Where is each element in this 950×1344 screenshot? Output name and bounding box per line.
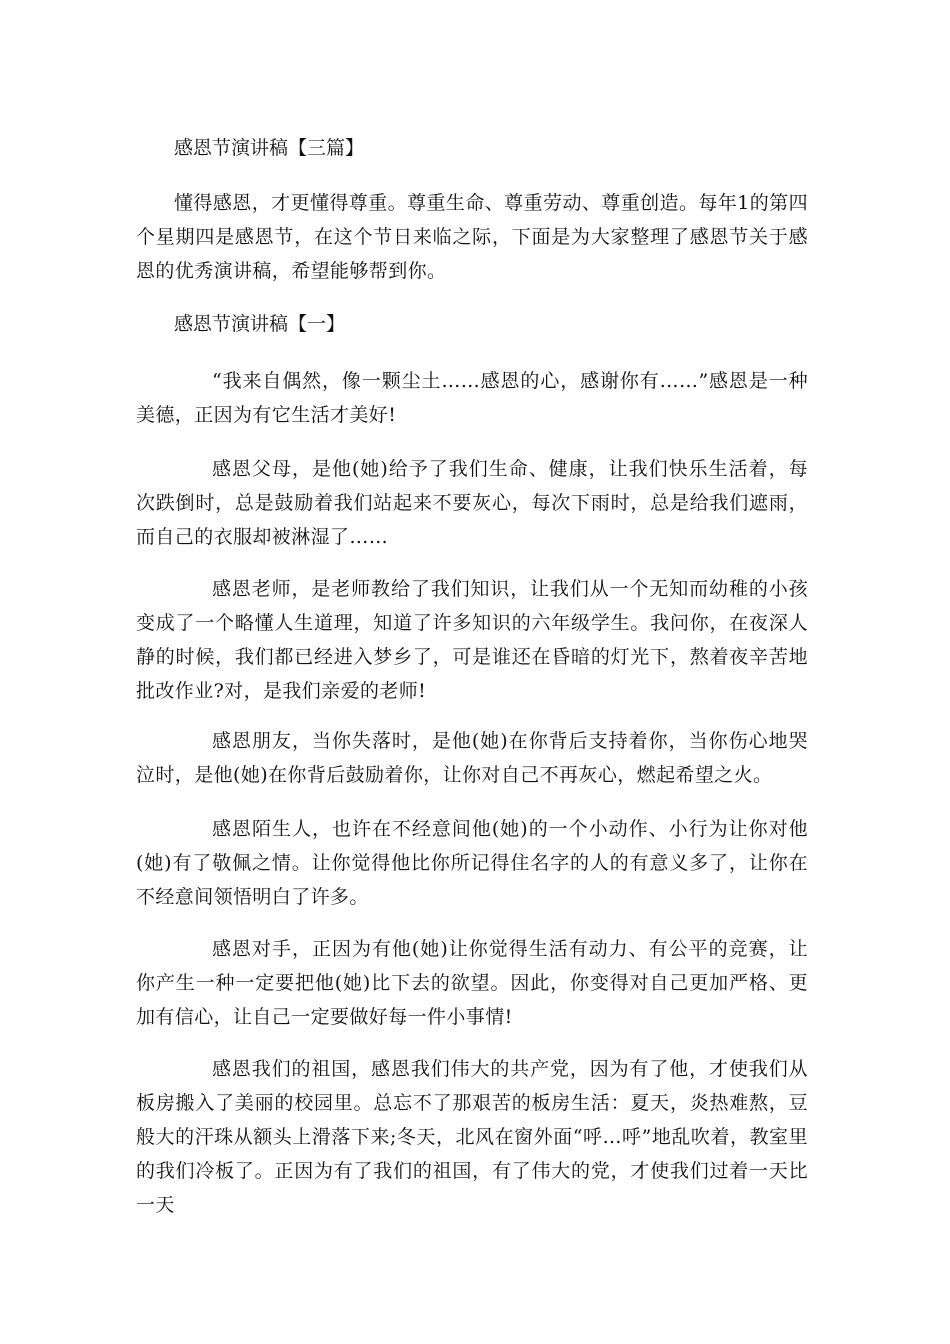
body-paragraph: 感恩父母，是他(她)给予了我们生命、健康，让我们快乐生活着，每次跌倒时，总是鼓励着我们站起来不要灰心，每次下雨时，总是给我们遮雨，而自己的衣服却被淋湿了……	[136, 458, 808, 548]
document-title: 感恩节演讲稿【三篇】	[174, 137, 365, 159]
body-paragraph: 感恩老师，是老师教给了我们知识，让我们从一个无知而幼稚的小孩变成了一个略懂人生道理，知道了许多知识的六年级学生。我问你，在夜深人静的时候，我们都已经进入梦乡了，可是谁还在昏暗的灯光下，熬着夜辛苦地批改作业?对，是我们亲爱的老师!	[136, 578, 808, 702]
body-paragraph: 感恩对手，正因为有他(她)让你觉得生活有动力、有公平的竞赛，让你产生一种一定要把他(她)比下去的欲望。因此，你变得对自己更加严格、更加有信心，让自己一定要做好每一件小事情!	[136, 938, 808, 1028]
body-paragraph: 感恩我们的祖国，感恩我们伟大的共产党，因为有了他，才使我们从板房搬入了美丽的校园里。总忘不了那艰苦的板房生活：夏天，炎热难熬，豆般大的汗珠从额头上滑落下来;冬天，北风在窗外面“呼…呼”地乱吹着，教室里的我们冷板了。正因为有了我们的祖国，有了伟大的党，才使我们过着一天比一天	[136, 1058, 808, 1216]
body-paragraph: 感恩陌生人，也许在不经意间他(她)的一个小动作、小行为让你对他(她)有了敬佩之情。让你觉得他比你所记得住名字的人的有意义多了，让你在不经意间领悟明白了许多。	[136, 818, 808, 908]
body-paragraph: “我来自偶然，像一颗尘土……感恩的心，感谢你有……”感恩是一种美德，正因为有它生活才美好!	[136, 370, 808, 426]
body-paragraph: 感恩朋友，当你失落时，是他(她)在你背后支持着你，当你伤心地哭泣时，是他(她)在你背后鼓励着你，让你对自己不再灰心，燃起希望之火。	[136, 730, 808, 786]
intro-paragraph: 懂得感恩，才更懂得尊重。尊重生命、尊重劳动、尊重创造。每年1的第四个星期四是感恩节，在这个节日来临之际，下面是为大家整理了感恩节关于感恩的优秀演讲稿，希望能够帮到你。	[136, 192, 808, 282]
section-title: 感恩节演讲稿【一】	[174, 313, 346, 335]
